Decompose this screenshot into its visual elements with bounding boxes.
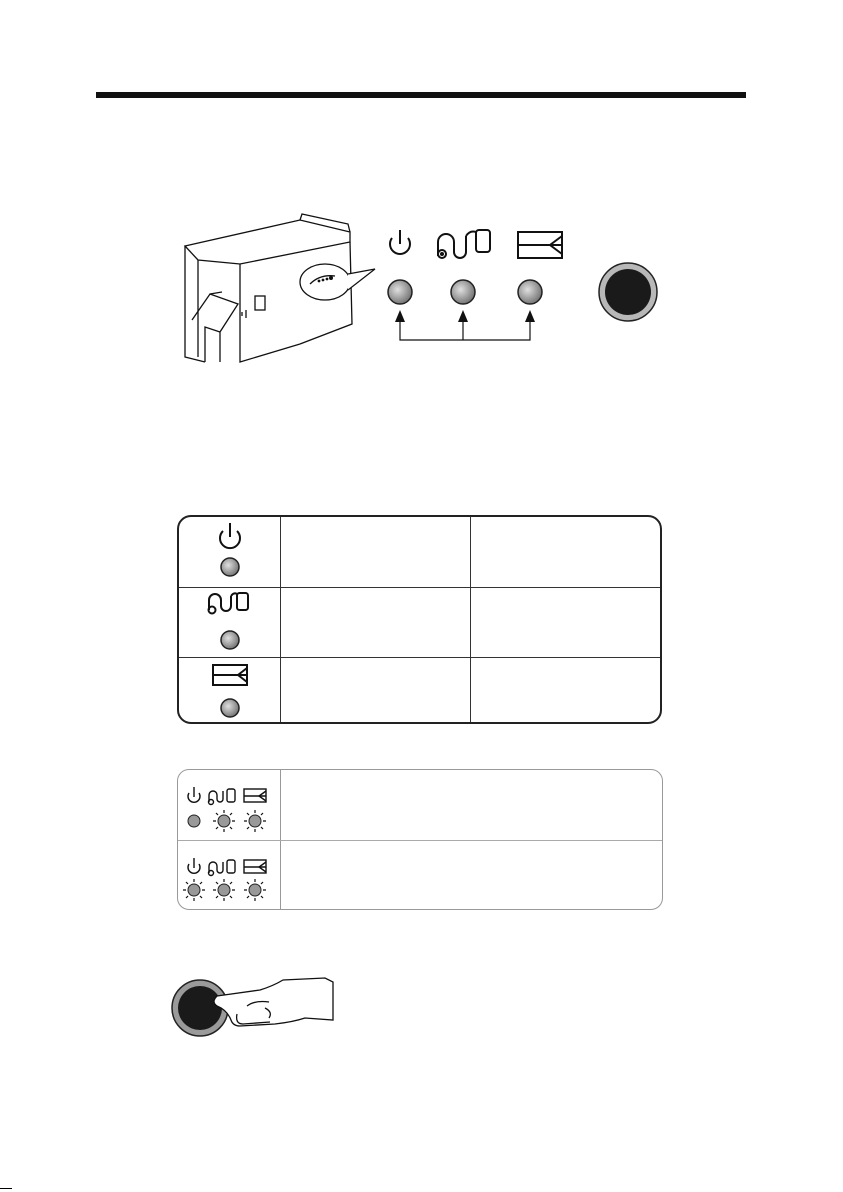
card-led xyxy=(518,280,542,304)
led-blinking xyxy=(213,810,235,832)
status-cell xyxy=(281,658,471,724)
led-blinking xyxy=(183,879,205,901)
led-pattern xyxy=(178,770,278,840)
led-table-row-ribbon xyxy=(179,587,660,657)
led-table-row-power xyxy=(179,517,660,587)
ribbon-led xyxy=(451,280,475,304)
led-blinking xyxy=(213,879,235,901)
led-steady xyxy=(188,815,200,827)
led-blinking xyxy=(244,810,266,832)
control-panel-diagram xyxy=(378,222,678,362)
ribbon-icon xyxy=(438,230,490,258)
press-button-illustration xyxy=(165,970,345,1040)
hand-icon xyxy=(214,978,333,1026)
power-icon xyxy=(179,517,279,587)
status-cell xyxy=(281,588,471,657)
error-text xyxy=(280,841,296,857)
card-feed-icon xyxy=(518,232,562,258)
error-row-1 xyxy=(178,770,662,840)
card-feed-icon xyxy=(179,658,279,724)
led-blinking xyxy=(244,879,266,901)
led-table-row-card xyxy=(179,657,660,724)
header-rule xyxy=(96,92,746,98)
power-led xyxy=(388,280,412,304)
error-row-2 xyxy=(178,840,662,910)
meaning-cell xyxy=(471,658,662,724)
printer-illustration xyxy=(180,212,380,372)
led-pattern xyxy=(178,841,278,910)
error-text xyxy=(280,770,296,786)
status-cell xyxy=(281,517,471,587)
error-indication-table xyxy=(177,769,663,910)
power-icon xyxy=(390,230,410,254)
ribbon-icon xyxy=(179,588,279,658)
crop-mark xyxy=(0,1188,12,1189)
led-status-table xyxy=(177,515,662,724)
